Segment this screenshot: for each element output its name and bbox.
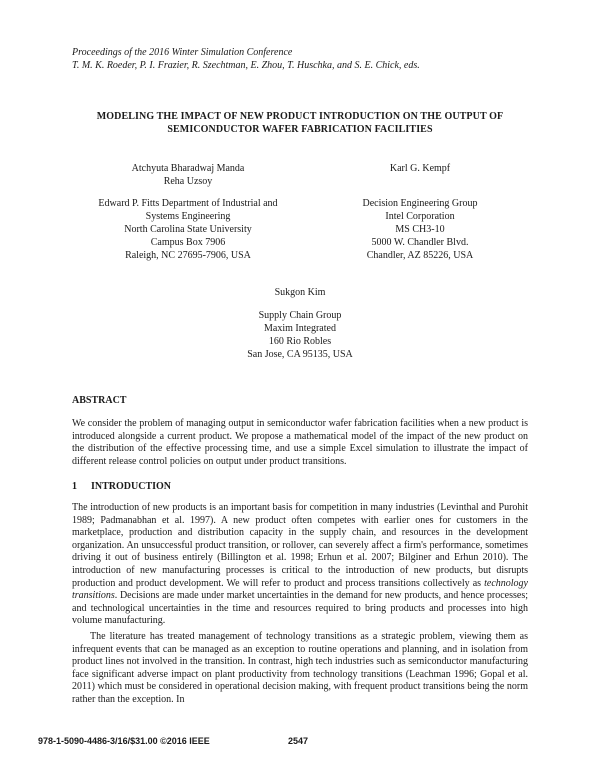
introduction-paragraph-1 xyxy=(72,502,528,628)
author-left-affiliation-4: Campus Box 7906 xyxy=(150,237,226,248)
author-right-affiliation-3: MS CH3-10 xyxy=(395,224,445,235)
paper-title-line-2: SEMICONDUCTOR WAFER FABRICATION FACILITIES xyxy=(167,124,433,135)
proceedings-line: Proceedings of the 2016 Winter Simulation Conference xyxy=(72,47,293,58)
author-right-affiliation-1: Decision Engineering Group xyxy=(362,198,478,209)
author-right-name-1: Karl G. Kempf xyxy=(389,163,451,174)
author-left-affiliation-1: Edward P. Fitts Department of Industrial and xyxy=(98,198,278,209)
emphasis-technology-transitions: technology transitions xyxy=(72,577,528,602)
author-left-affiliation-5: Raleigh, NC 27695-7906, USA xyxy=(125,250,251,261)
introduction-paragraph-2: The literature has treated management of technology transitions as a strategic problem, viewing them as infrequent events that can be managed as an exception to routine operations and planning, and in isolation from product lines not involved in the transition. In contrast, high tech industries such as semiconductor manufacturing face significant adverse impact on plant productivity from technology transitions (Leachman 1996; Gopal et al. 2011) which must be considered in operational decision making, with frequent product transitions being the norm rather than the exception. In xyxy=(72,631,528,705)
author-bottom-affiliation-4: San Jose, CA 95135, USA xyxy=(247,349,353,360)
section-title: INTRODUCTION xyxy=(91,481,172,492)
author-left-affiliation-3: North Carolina State University xyxy=(124,224,252,235)
editors-line: T. M. K. Roeder, P. I. Frazier, R. Szechtman, E. Zhou, T. Huschka, and S. E. Chick, eds. xyxy=(72,60,420,71)
author-left-affiliation-2: Systems Engineering xyxy=(145,211,231,222)
author-bottom-affiliation-3: 160 Rio Robles xyxy=(268,336,332,347)
section-heading-introduction xyxy=(72,480,171,493)
abstract-text: We consider the problem of managing output in semiconductor wafer fabrication facilities when a new product is introduced alongside a current product. We propose a mathematical model of the impact of the new product on the distribution of the effective processing time, and use a simple Excel simulation to illustrate the impact of different release control policies on output under product transitions. xyxy=(72,418,528,467)
introduction-paragraph-1-part-b: . Decisions are made under market uncertainties in the demand for new products, and hence processes; and technological uncertainties in the time and resources required to bring products and processes into high volume manufacturing. xyxy=(72,590,528,627)
paper-title-line-1: MODELING THE IMPACT OF NEW PRODUCT INTRODUCTION ON THE OUTPUT OF xyxy=(96,111,504,122)
abstract-heading: ABSTRACT xyxy=(72,395,127,406)
author-bottom-name-1: Sukgon Kim xyxy=(274,287,326,298)
author-left-name-1: Atchyuta Bharadwaj Manda xyxy=(131,163,245,174)
author-right-affiliation-2: Intel Corporation xyxy=(385,211,455,222)
section-number: 1 xyxy=(72,481,77,492)
author-left-name-2: Reha Uzsoy xyxy=(163,176,213,187)
author-right-affiliation-4: 5000 W. Chandler Blvd. xyxy=(371,237,469,248)
author-bottom-affiliation-1: Supply Chain Group xyxy=(258,310,342,321)
footer-page-number: 2547 xyxy=(288,736,309,746)
footer-isbn: 978-1-5090-4486-3/16/$31.00 ©2016 IEEE xyxy=(38,736,210,746)
author-right-affiliation-5: Chandler, AZ 85226, USA xyxy=(366,250,474,261)
introduction-paragraph-1-part-a: The introduction of new products is an important basis for competition in many industries (Levinthal and Purohit 1989; Padmanabhan et al. 1997). A new product often competes with earlier ones for customers in the marketplace, production and distribution capacity in the supply chain, and resources in the development organization. An unsuccessful product transition, or rollover, can severely affect a firm's performance, sometimes driving it out of business entirely (Billington et al. 1998; Erhun et al. 2007; Bilginer and Erhun 2010). The introduction of new manufacturing processes is critical to the introduction of new products, but disrupts production and product development. We will refer to product and process transitions collectively as xyxy=(72,502,528,589)
author-bottom-affiliation-2: Maxim Integrated xyxy=(264,323,336,334)
